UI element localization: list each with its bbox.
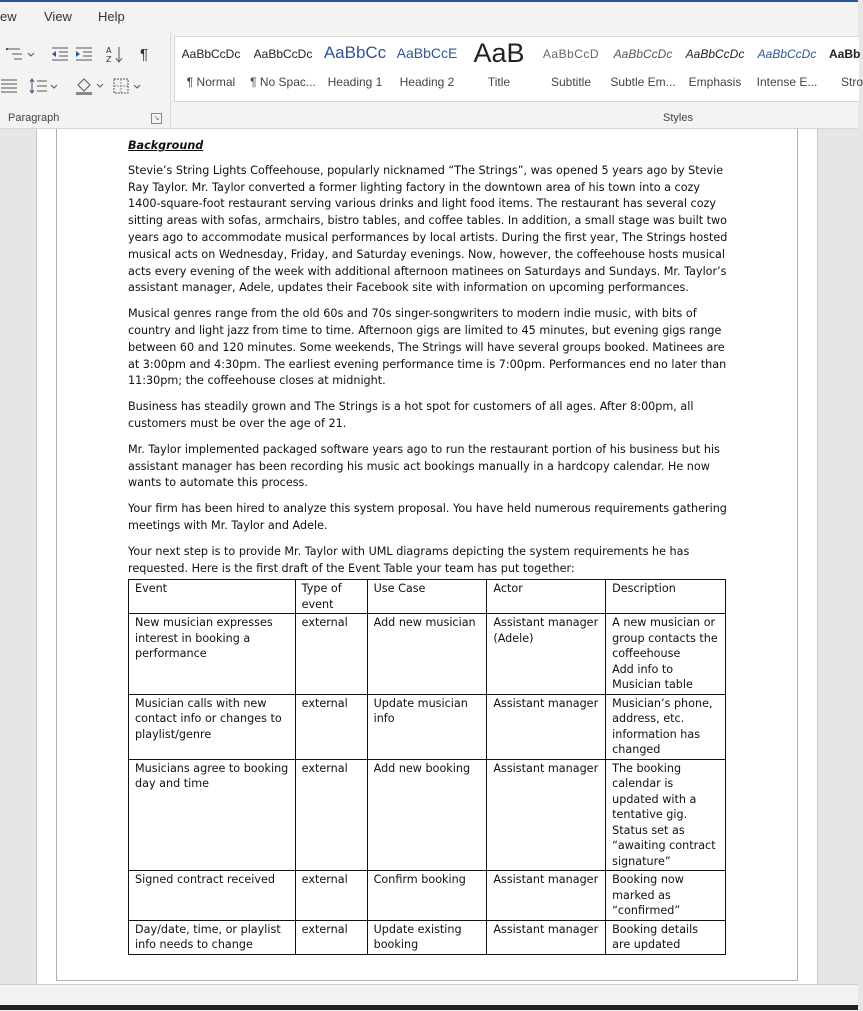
decrease-indent-button[interactable] (50, 43, 70, 65)
style-heading-1-sample: AaBbCc (323, 43, 387, 62)
document-body[interactable] (128, 138, 730, 955)
paragraph-software: Mr. Taylor implemented packaged software years ago to run the restaurant portion of his business but his assistant manager has been recording his music act bookings manually in a hardcopy calendar. He now wants to automate this process. (128, 442, 720, 490)
style-title-name: Title (487, 75, 511, 89)
style-no-spacing-name: ¶ No Spac... (250, 75, 316, 89)
style-subtitle-sample: AaBbCcD (542, 47, 600, 61)
paragraph-genres: Musical genres range from the old 60s and 70s singer-songwriters to modern indie music, with bits of country and light jazz from time to time. Afternoon gigs are limited to 45 minutes, but evening gigs range between 60 and 120 minutes. Some weekends, The Strings will have several groups booked. Matinees are at 3:00pm and 4:30pm. The earliest evening performance time is 7:00pm. Performances end no later than 11:30pm; the coffeehouse closes at midnight. (128, 307, 727, 388)
multilevel-list-button[interactable] (4, 43, 38, 65)
line-spacing-button[interactable] (28, 75, 60, 97)
style-heading-1[interactable] (319, 37, 391, 99)
ribbon (0, 32, 863, 129)
style-subtle-emphasis-name: Subtle Em... (610, 75, 676, 89)
style-subtitle[interactable] (535, 37, 607, 99)
style-strong[interactable] (823, 37, 863, 99)
paragraph-dialog-launcher[interactable]: ↘ (151, 113, 162, 124)
style-heading-2-sample: AaBbCcE (396, 45, 458, 61)
table-row (129, 871, 726, 921)
styles-group-label: Styles (663, 112, 693, 124)
table-cell: Musicians agree to booking day and time (129, 759, 296, 871)
sort-icon (105, 45, 125, 63)
style-strong-sample: AaBb (829, 47, 861, 61)
table-row (129, 759, 726, 871)
show-formatting-button[interactable] (134, 43, 154, 65)
table-header-cell: Actor (487, 580, 606, 614)
style-emphasis-sample: AaBbCcDc (685, 47, 745, 61)
table-cell: external (295, 871, 367, 921)
table-header-cell: Use Case (367, 580, 487, 614)
style-no-spacing[interactable] (247, 37, 319, 99)
style-normal-sample: AaBbCcDc (181, 47, 241, 61)
style-intense-emphasis[interactable] (751, 37, 823, 99)
table-cell: Musician’s phone, address, etc. information has changed (606, 694, 726, 759)
style-strong-name: Stro (841, 75, 863, 89)
increase-indent-button[interactable] (74, 43, 94, 65)
table-cell: Update existing booking (367, 920, 487, 954)
svg-text:A: A (106, 46, 112, 55)
table-cell: Day/date, time, or playlist info needs to change (129, 920, 296, 954)
style-subtle-emphasis[interactable] (607, 37, 679, 99)
table-row (129, 614, 726, 695)
menu-bar (0, 2, 858, 32)
table-cell: Assistant manager (Adele) (487, 614, 606, 695)
table-cell: Add new booking (367, 759, 487, 871)
borders-icon (113, 78, 143, 94)
table-cell: external (295, 614, 367, 695)
table-cell: Booking details are updated (606, 920, 726, 954)
table-cell: The booking calendar is updated with a tentative gig. Status set as “awaiting contract signature” (606, 759, 726, 871)
pilcrow-icon: ¶ (139, 45, 149, 63)
table-header-cell: Event (129, 580, 296, 614)
table-header-row (129, 580, 726, 614)
style-normal[interactable] (175, 37, 247, 99)
style-no-spacing-sample: AaBbCcDc (253, 47, 313, 61)
style-normal-name: ¶ Normal (186, 75, 236, 89)
style-title-sample: AaB (473, 38, 525, 68)
style-heading-2-name: Heading 2 (399, 75, 455, 89)
table-header-cell: Description (606, 580, 726, 614)
justify-button[interactable] (0, 75, 18, 97)
table-cell: Assistant manager (487, 694, 606, 759)
paragraph-business: Business has steadily grown and The Strings is a hot spot for customers of all ages. After 8:00pm, all customers must be over the age of 21. (128, 400, 694, 430)
table-row (129, 694, 726, 759)
multilevel-list-icon (6, 46, 36, 62)
table-cell: Update musician info (367, 694, 487, 759)
style-emphasis-name: Emphasis (688, 75, 742, 89)
paragraph-intro: Stevie’s String Lights Coffeehouse, popularly nicknamed “The Strings”, was opened 5 years ago by Stevie Ray Taylor. Mr. Taylor converted a former lighting factory in the downtown area of his town into a cozy 1400-square-foot restaurant serving various drinks and light food items. The restaurant has several cozy sitting areas with sofas, armchairs, bistro tables, and coffee tables. In addition, a small stage was built two years ago to accommodate musical performances by local artists. During the first year, The Strings hosted musical acts on Wednesday, Friday, and Saturday evenings. Now, however, the coffeehouse hosts musical acts every evening of the week with additional afternoon matinees on Saturdays and Sundays. Mr. Taylor’s assistant manager, Adele, updates their Facebook site with information on upcoming performances. (128, 163, 728, 295)
table-header-cell: Type of event (295, 580, 367, 614)
svg-text:Z: Z (106, 55, 112, 64)
table-cell: external (295, 694, 367, 759)
table-cell: external (295, 759, 367, 871)
styles-gallery (174, 36, 863, 102)
paragraph-group (0, 32, 171, 128)
menu-item-view[interactable]: View (44, 9, 72, 24)
style-heading-1-name: Heading 1 (327, 75, 383, 89)
table-row (129, 920, 726, 954)
table-cell: Assistant manager (487, 871, 606, 921)
borders-button[interactable] (112, 75, 144, 97)
table-cell: A new musician or group contacts the coffeehouse Add info to Musician table (606, 614, 726, 695)
menu-item-view-partial[interactable]: ew (0, 9, 17, 24)
table-cell: Musician calls with new contact info or changes to playlist/genre (129, 694, 296, 759)
increase-indent-icon (75, 46, 93, 62)
style-subtitle-name: Subtitle (550, 75, 592, 89)
style-title[interactable] (463, 37, 535, 99)
paragraph-group-label: Paragraph (8, 112, 60, 124)
paragraph-firm: Your firm has been hired to analyze this system proposal. You have held numerous requirements gathering meetings with Mr. Taylor and Adele. (128, 502, 727, 532)
table-cell: New musician expresses interest in booking a performance (129, 614, 296, 695)
style-subtle-emphasis-sample: AaBbCcDc (613, 47, 673, 61)
justify-icon (1, 78, 17, 94)
table-cell: Assistant manager (487, 759, 606, 871)
shading-button[interactable] (74, 75, 106, 97)
table-cell: Signed contract received (129, 871, 296, 921)
paint-bucket-icon (75, 77, 105, 95)
table-cell: Add new musician (367, 614, 487, 695)
sort-button[interactable] (104, 43, 126, 65)
menu-item-help[interactable]: Help (98, 9, 125, 24)
background-heading: Background (128, 139, 204, 152)
style-emphasis[interactable] (679, 37, 751, 99)
event-table (128, 579, 726, 955)
style-intense-emphasis-name: Intense E... (756, 75, 818, 89)
table-cell: Booking now marked as “confirmed” (606, 871, 726, 921)
taskbar-edge (0, 1005, 858, 1010)
decrease-indent-icon (51, 46, 69, 62)
style-heading-2[interactable] (391, 37, 463, 99)
style-intense-emphasis-sample: AaBbCcDc (757, 47, 817, 61)
table-cell: Confirm booking (367, 871, 487, 921)
line-spacing-icon (29, 78, 59, 94)
paragraph-next-step: Your next step is to provide Mr. Taylor with UML diagrams depicting the system requirements he has requested. Here is the first draft of the Event Table your team has put together: (128, 544, 690, 575)
table-cell: Assistant manager (487, 920, 606, 954)
table-cell: external (295, 920, 367, 954)
